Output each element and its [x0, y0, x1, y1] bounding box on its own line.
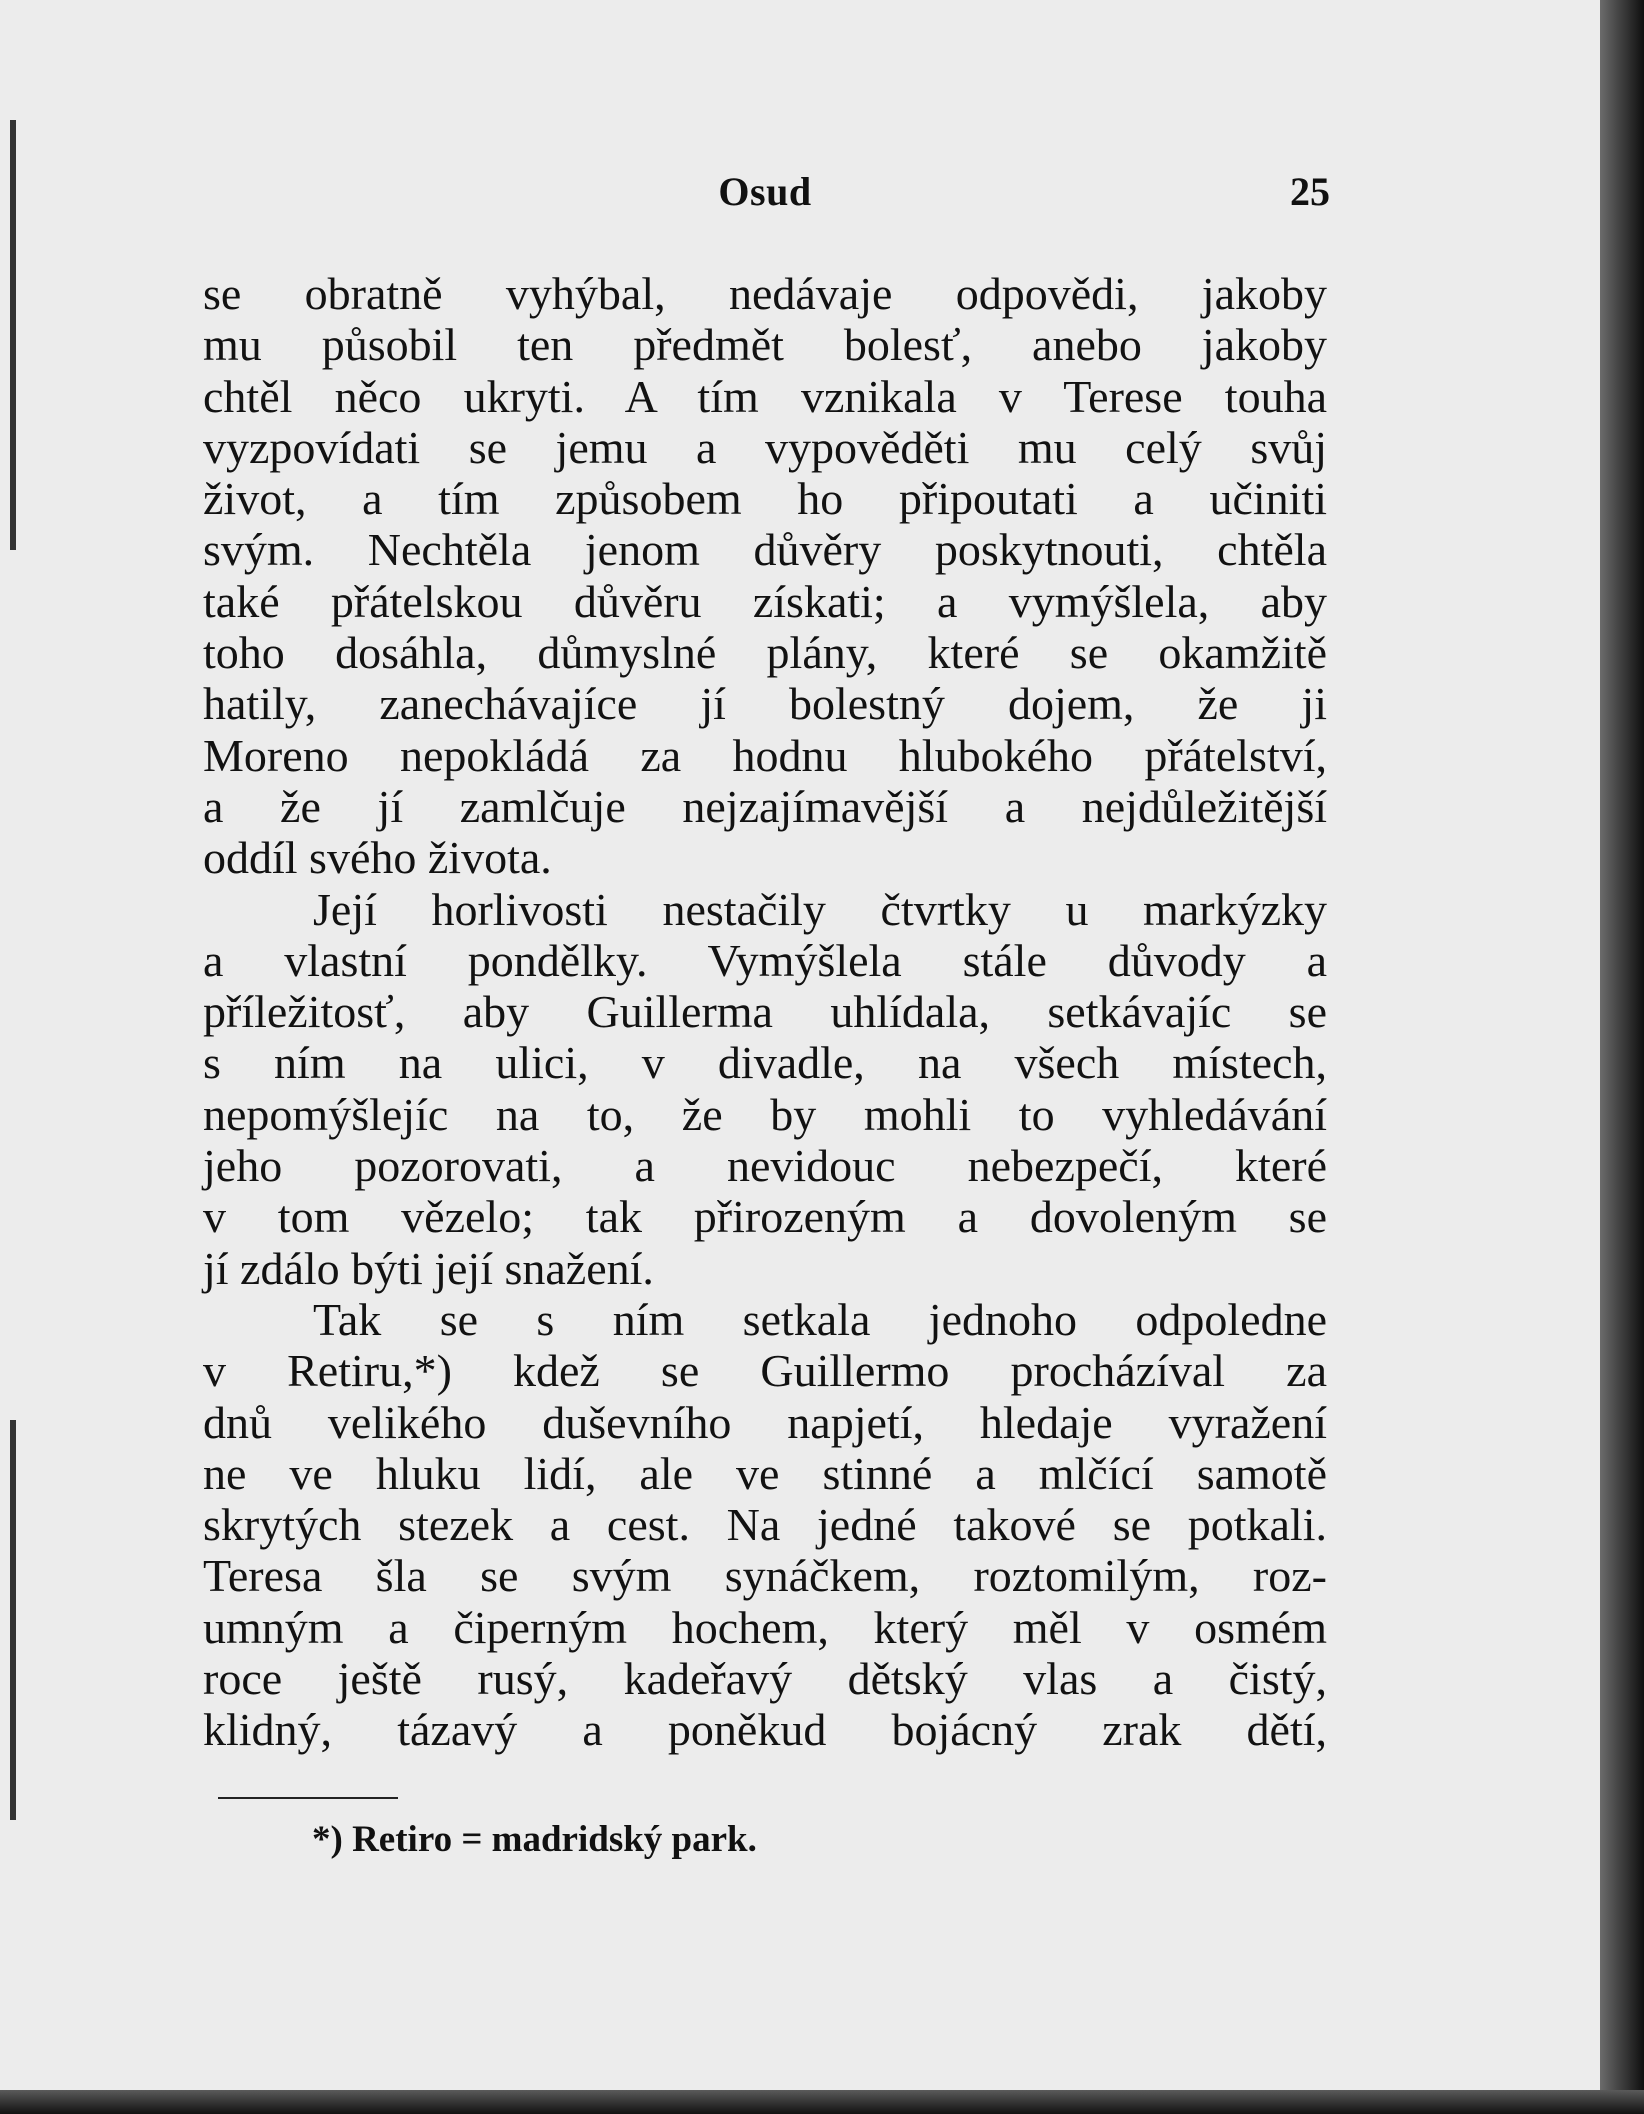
text-line: v tom vězelo; tak přirozeným a dovoleným se [203, 1191, 1327, 1243]
text-line: jeho pozorovati, a nevidouc nebezpečí, které [203, 1140, 1327, 1192]
text-line: chtěl něco ukryti. A tím vznikala v Terese touha [203, 370, 1327, 422]
footnote-rule [218, 1797, 398, 1799]
page-number: 25 [1290, 169, 1330, 214]
text-line: vyzpovídati se jemu a vypověděti mu celý svůj [203, 421, 1327, 473]
page-edge-shadow [1600, 0, 1644, 2114]
text-line: ne ve hluku lidí, ale ve stinné a mlčící samotě [203, 1447, 1327, 1499]
text-line: dnů velikého duševního napjetí, hledaje vyražení [203, 1396, 1327, 1448]
text-line: hatily, zanechávajíce jí bolestný dojem, že ji [203, 678, 1327, 730]
running-title: Osud [718, 169, 812, 214]
text-line: Tak se s ním setkala jednoho odpoledne [313, 1293, 1327, 1345]
body-text [203, 268, 1327, 1756]
text-line: a že jí zamlčuje nejzajímavější a nejdůležitější [203, 780, 1327, 832]
text-line: roce ještě rusý, kadeřavý dětský vlas a čistý, [203, 1653, 1327, 1705]
page-edge-shadow [0, 2090, 1644, 2114]
text-line: Teresa šla se svým synáčkem, roztomilým, roz- [203, 1550, 1327, 1602]
text-line: v Retiru,*) kdež se Guillermo procházíval za [203, 1345, 1327, 1397]
text-line: příležitosť, aby Guillerma uhlídala, setkávajíc se [203, 986, 1327, 1038]
text-line: umným a čiperným hochem, který měl v osmém [203, 1601, 1327, 1653]
binding-edge-mark [10, 1420, 16, 1820]
text-line: s ním na ulici, v divadle, na všech místech, [203, 1037, 1327, 1089]
text-line: skrytých stezek a cest. Na jedné takové se potkali. [203, 1499, 1327, 1551]
text-line: jí zdálo býti její snažení. [203, 1242, 654, 1294]
text-line: život, a tím způsobem ho připoutati a učiniti [203, 473, 1327, 525]
text-line: svým. Nechtěla jenom důvěry poskytnouti, chtěla [203, 524, 1327, 576]
text-line: Moreno nepokládá za hodnu hlubokého přátelství, [203, 729, 1327, 781]
text-line: také přátelskou důvěru získati; a vymýšlela, aby [203, 575, 1327, 627]
paragraph-1 [203, 268, 1327, 884]
binding-edge-mark [10, 120, 16, 550]
text-line: se obratně vyhýbal, nedávaje odpovědi, jakoby [203, 268, 1327, 319]
text-line: a vlastní pondělky. Vymýšlela stále důvody a [203, 934, 1327, 986]
footnote: *) Retiro = madridský park. [312, 1819, 757, 1860]
text-line: mu působil ten předmět bolesť, anebo jakoby [203, 319, 1327, 371]
text-line: nepomýšlejíc na to, že by mohli to vyhledávání [203, 1088, 1327, 1140]
text-line: klidný, tázavý a poněkud bojácný zrak dětí, [203, 1704, 1327, 1756]
paragraph-2 [203, 884, 1327, 1294]
paragraph-3 [203, 1294, 1327, 1756]
text-line: Její horlivosti nestačily čtvrtky u markýzky [313, 883, 1327, 935]
text-line: oddíl svého života. [203, 832, 552, 884]
text-line: toho dosáhla, důmyslné plány, které se okamžitě [203, 627, 1327, 679]
running-head [200, 168, 1330, 228]
